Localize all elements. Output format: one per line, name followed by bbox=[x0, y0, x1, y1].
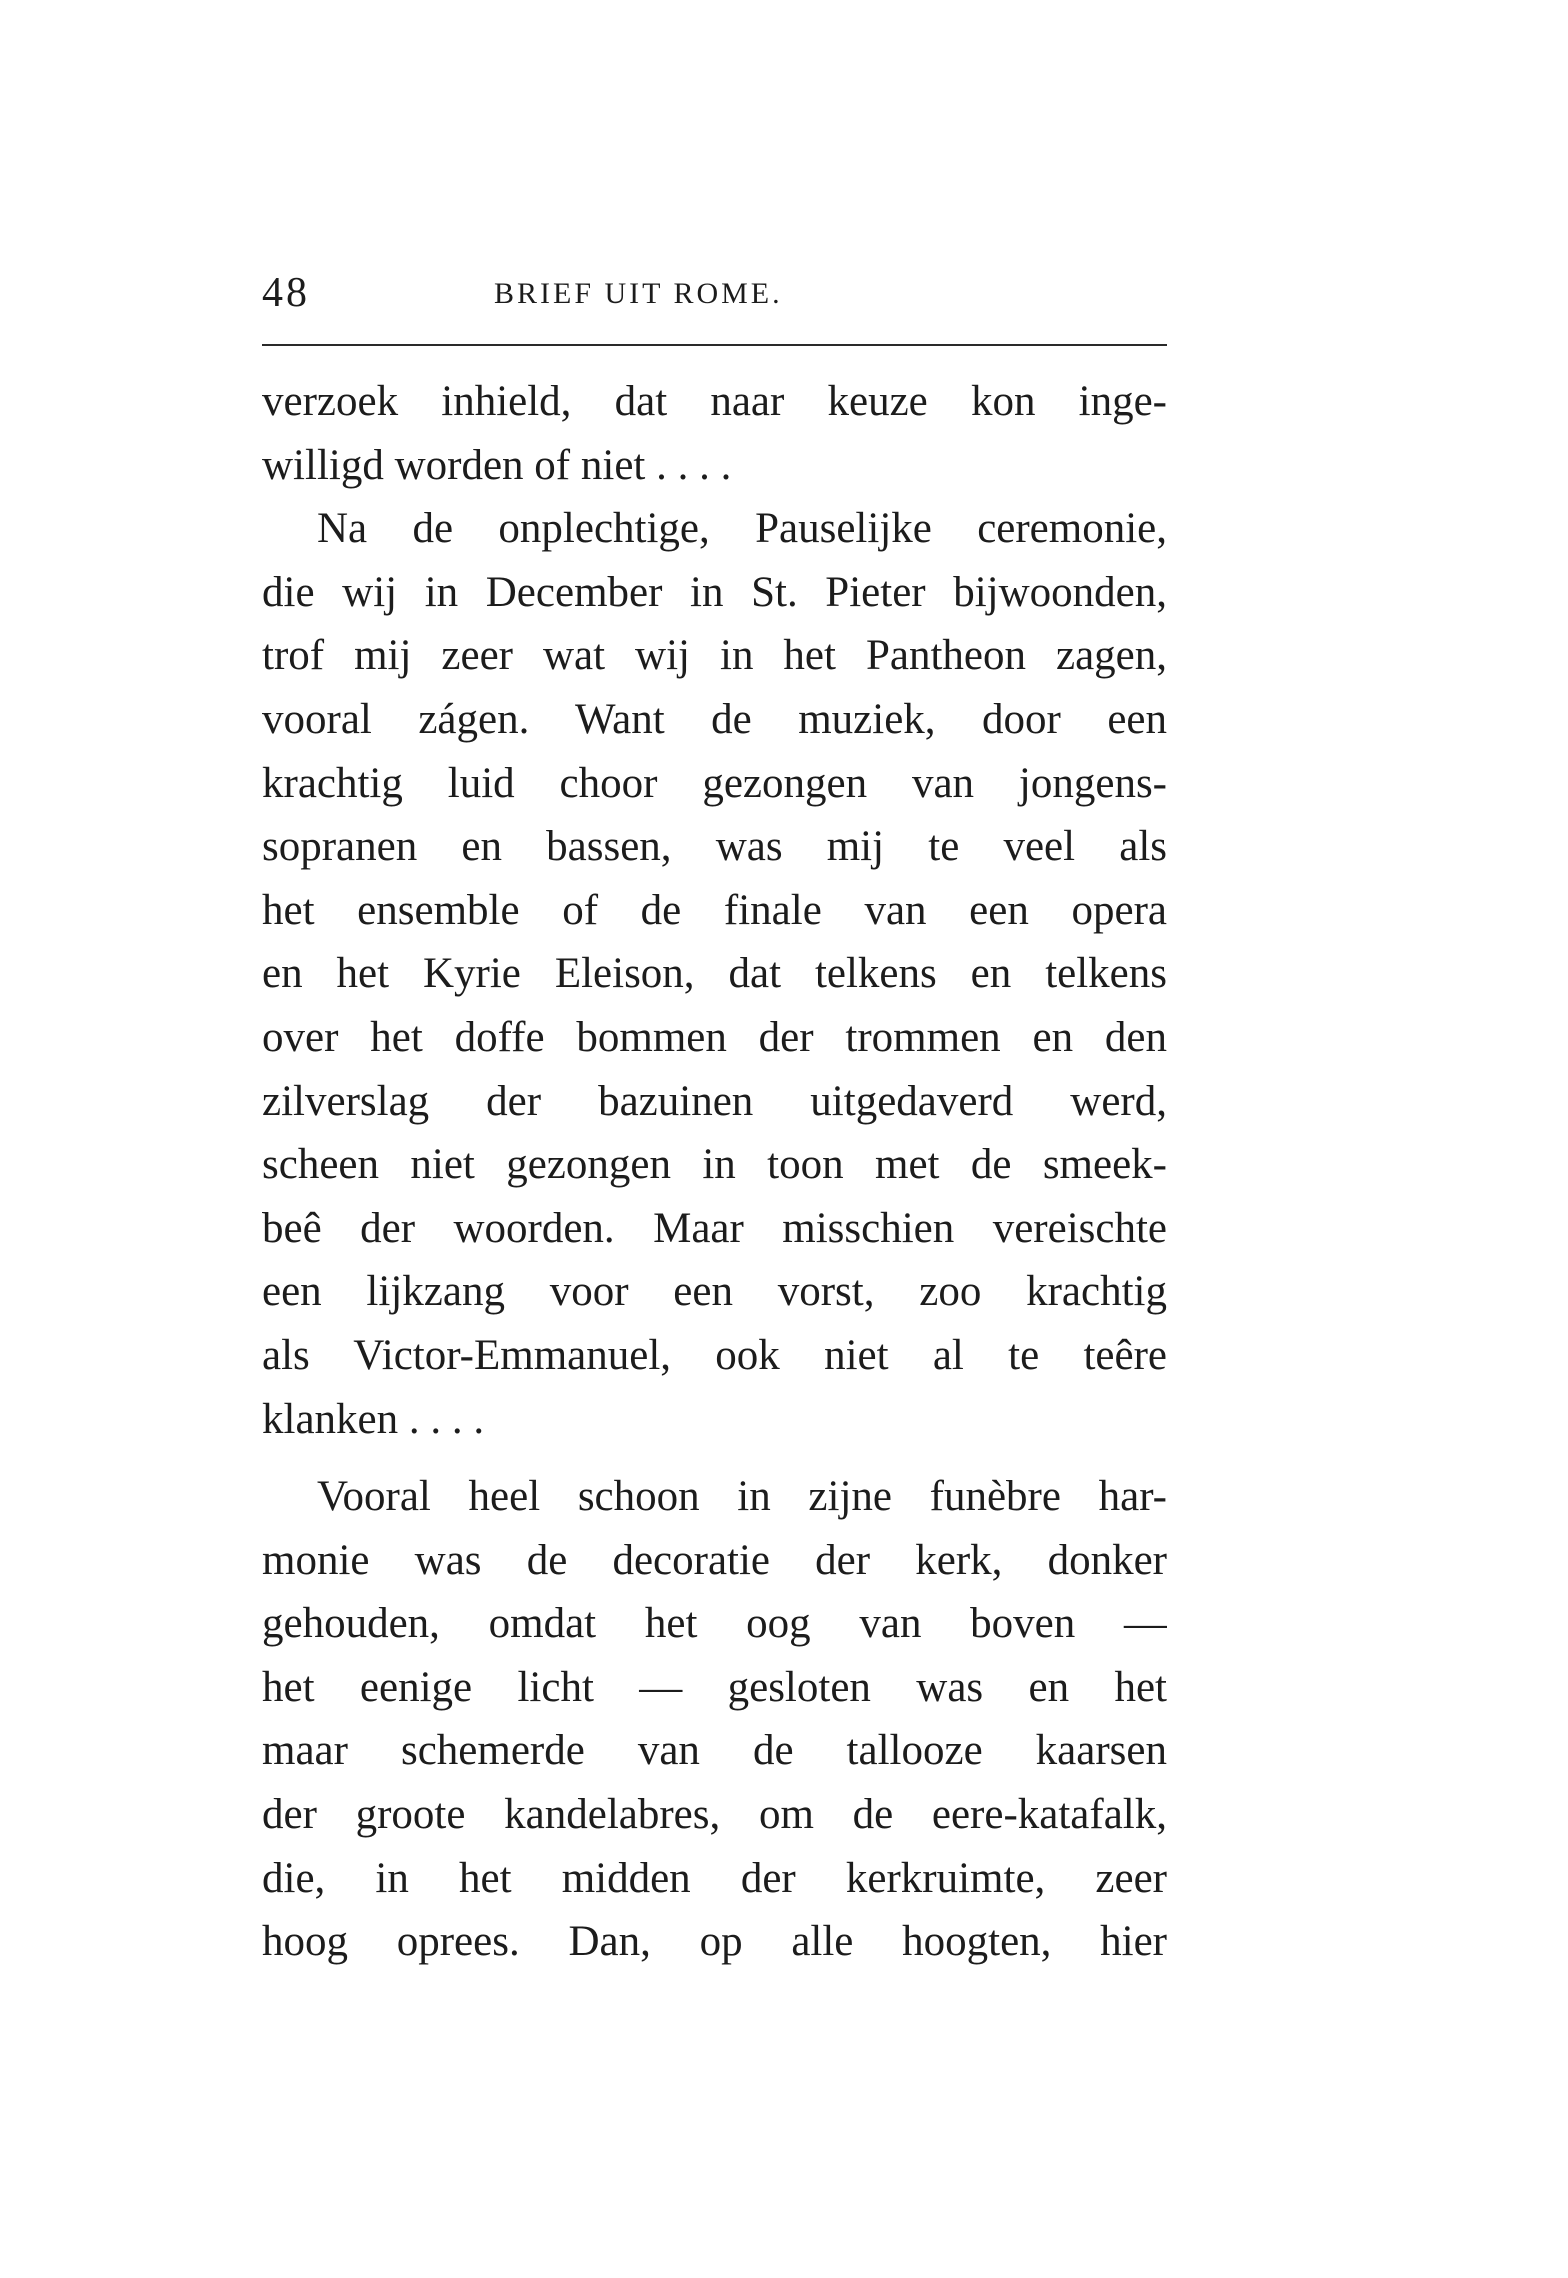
text-line: vooral zágen. Want de muziek, door een bbox=[262, 695, 1167, 743]
text-line: een lijkzang voor een vorst, zoo krachtig bbox=[262, 1268, 1167, 1316]
text-line: sopranen en bassen, was mij te veel als bbox=[262, 823, 1167, 871]
text-line: het ensemble of de finale van een opera bbox=[262, 886, 1167, 934]
text-line: krachtig luid choor gezongen van jongens- bbox=[262, 759, 1167, 807]
text-line: als Victor-Emmanuel, ook niet al te teêre bbox=[262, 1331, 1167, 1379]
text-line: maar schemerde van de tallooze kaarsen bbox=[262, 1727, 1167, 1775]
page-number: 48 bbox=[262, 270, 310, 316]
page-header bbox=[262, 268, 1167, 318]
text-line: Na de onplechtige, Pauselijke ceremonie, bbox=[317, 505, 1167, 553]
text-line: der groote kandelabres, om de eere-katafalk, bbox=[262, 1791, 1167, 1839]
text-line: die wij in December in St. Pieter bijwoonden, bbox=[262, 568, 1167, 616]
text-line: klanken . . . . bbox=[262, 1395, 485, 1443]
header-rule bbox=[262, 344, 1167, 346]
text-line: verzoek inhield, dat naar keuze kon inge- bbox=[262, 378, 1167, 425]
paragraph-3 bbox=[262, 1465, 1167, 1974]
paragraph-2 bbox=[262, 497, 1167, 1451]
paragraph-gap bbox=[262, 1451, 1167, 1465]
text-line: zilverslag der bazuinen uitgedaverd werd, bbox=[262, 1077, 1167, 1125]
text-line: die, in het midden der kerkruimte, zeer bbox=[262, 1854, 1167, 1902]
text-line: monie was de decoratie der kerk, donker bbox=[262, 1536, 1167, 1584]
running-title: BRIEF UIT ROME. bbox=[494, 277, 783, 310]
body-text bbox=[262, 370, 1167, 1974]
text-line: Vooral heel schoon in zijne funèbre har- bbox=[317, 1473, 1167, 1521]
text-line: het eenige licht — gesloten was en het bbox=[262, 1663, 1167, 1711]
text-line: over het doffe bommen der trommen en den bbox=[262, 1013, 1167, 1061]
text-line: scheen niet gezongen in toon met de smeek- bbox=[262, 1141, 1167, 1189]
text-line: beê der woorden. Maar misschien vereischte bbox=[262, 1204, 1167, 1252]
text-line: hoog oprees. Dan, op alle hoogten, hier bbox=[262, 1918, 1167, 1966]
text-line: trof mij zeer wat wij in het Pantheon zagen, bbox=[262, 632, 1167, 680]
text-line: gehouden, omdat het oog van boven — bbox=[262, 1600, 1167, 1648]
text-line: willigd worden of niet . . . . bbox=[262, 441, 732, 489]
text-line: en het Kyrie Eleison, dat telkens en telkens bbox=[262, 950, 1167, 998]
paragraph-1 bbox=[262, 370, 1167, 497]
